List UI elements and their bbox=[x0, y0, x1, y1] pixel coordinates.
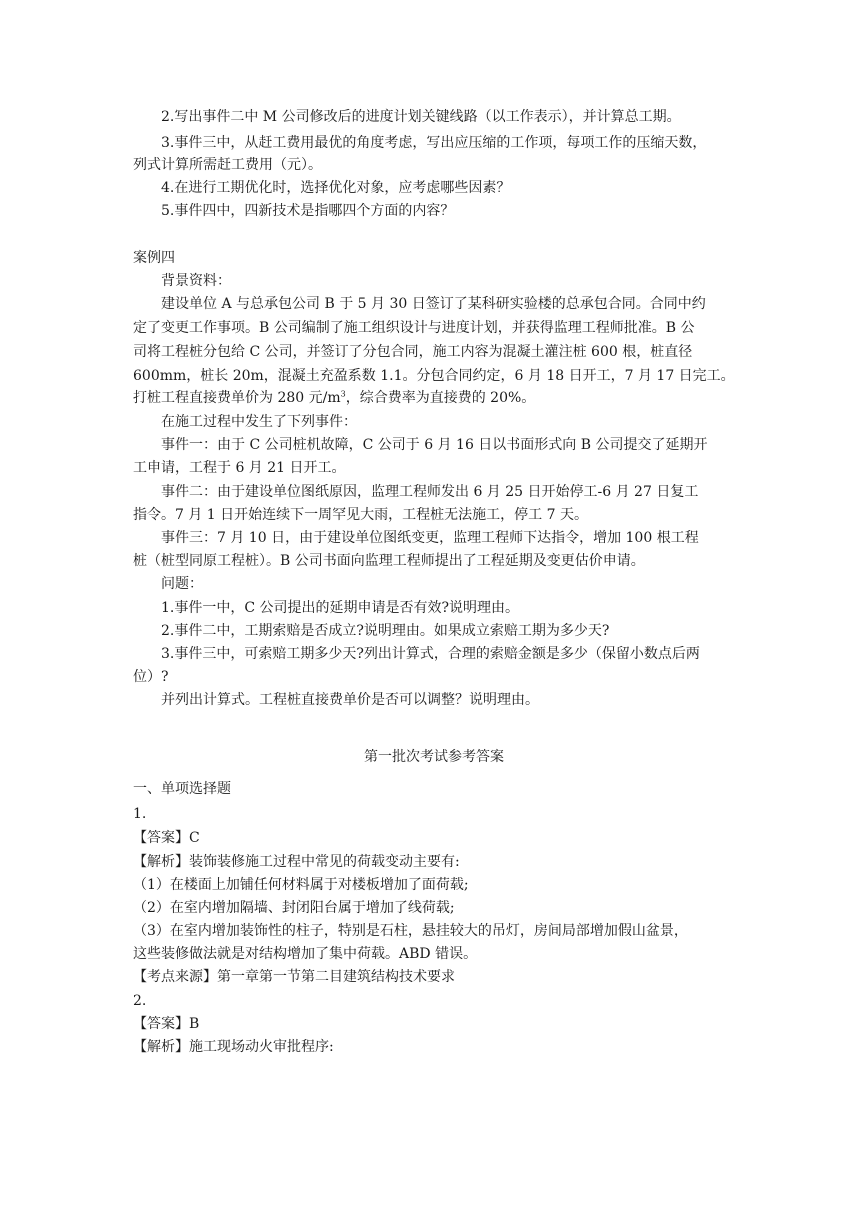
question-2-top: 2.写出事件二中 M 公司修改后的进度计划关键线路（以工作表示），并计算总工期。 bbox=[161, 109, 681, 125]
answer1-item1: （1）在楼面上加铺任何材料属于对楼板增加了面荷载; bbox=[133, 877, 469, 893]
case4-question3-line2: 位）? bbox=[133, 669, 169, 685]
question-5-top: 5.事件四中，四新技术是指哪四个方面的内容？ bbox=[161, 203, 455, 219]
event2-line2: 指令。7 月 1 日开始连续下一周罕见大雨，工程桩无法施工，停工 7 天。 bbox=[133, 507, 588, 523]
unit-price-text: 打桩工程直接费单价为 280 元/m bbox=[133, 390, 341, 406]
events-intro: 在施工过程中发生了下列事件： bbox=[161, 414, 357, 430]
answer1-source bbox=[133, 965, 455, 989]
answers-title: 第一批次考试参考答案 bbox=[364, 749, 504, 765]
section-single-choice: 一、单项选择题 bbox=[133, 781, 231, 797]
unit-superscript: 3 bbox=[340, 389, 346, 399]
question-3-top-line1: 3.事件三中，从赶工费用最优的角度考虑，写出应压缩的工作项，每项工作的压缩天数， bbox=[161, 135, 707, 151]
rate-text: ，综合费率为直接费的 20%。 bbox=[345, 390, 536, 406]
case4-para1-line3: 司将工程桩分包给 C 公司，并签订了分包合同，施工内容为混凝土灌注桩 600 根，桩直径 bbox=[133, 344, 693, 360]
case4-para1-line1: 建设单位 A 与总承包公司 B 于 5 月 30 日签订了某科研实验楼的总承包合同。合同中约 bbox=[161, 296, 706, 312]
question-3-top-line2: 列式计算所需赶工费用（元）。 bbox=[133, 157, 322, 173]
case4-question3-line1: 3.事件三中，可索赔工期多少天?列出计算式，合理的索赔金额是多少（保留小数点后两 bbox=[161, 646, 700, 662]
source-text: 第一章第一节第二目建筑结构技术要求 bbox=[217, 969, 455, 985]
analysis-label: 【解析】 bbox=[133, 1039, 189, 1055]
answer1-item2: （2）在室内增加隔墙、封闭阳台属于增加了线荷载; bbox=[133, 900, 455, 916]
analysis-label: 【解析】 bbox=[133, 854, 189, 870]
analysis-text: 装饰装修施工过程中常见的荷载变动主要有: bbox=[189, 854, 460, 870]
event1-line2: 工申请，工程于 6 月 21 日开工。 bbox=[133, 460, 346, 476]
answer2-analysis bbox=[133, 1035, 334, 1059]
answer2-key: 【答案】B bbox=[133, 1016, 200, 1032]
case4-question2: 2.事件二中，工期索赔是否成立?说明理由。如果成立索赔工期为多少天? bbox=[161, 623, 610, 639]
answer1-number: 1. bbox=[133, 806, 147, 822]
event2-line1: 事件二：由于建设单位图纸原因，监理工程师发出 6 月 25 日开始停工-6 月 27 日复工 bbox=[161, 484, 699, 500]
event1-line1: 事件一：由于 C 公司桩机故障，C 公司于 6 月 16 日以书面形式向 B 公司提交了延期开 bbox=[161, 437, 708, 453]
case4-question3-line3: 并列出计算式。工程桩直接费单价是否可以调整？说明理由。 bbox=[161, 692, 539, 708]
case4-heading: 案例四 bbox=[133, 250, 175, 266]
source-label: 【考点来源】 bbox=[133, 969, 217, 985]
answer1-item3-line1: （3）在室内增加装饰性的柱子，特别是石柱，悬挂较大的吊灯，房间局部增加假山盆景， bbox=[133, 923, 688, 939]
background-label: 背景资料： bbox=[161, 273, 231, 289]
question-4-top: 4.在进行工期优化时，选择优化对象，应考虑哪些因素？ bbox=[161, 180, 511, 196]
case4-para1-line4: 600mm，桩长 20m，混凝土充盈系数 1.1。分包合同约定，6 月 18 日开工，7 月 17 日完工。 bbox=[133, 368, 735, 384]
case4-para1-line2: 定了变更工作事项。B 公司编制了施工组织设计与进度计划，并获得监理工程师批准。B 公 bbox=[133, 320, 695, 336]
answer1-analysis bbox=[133, 850, 460, 874]
case4-para1-line5 bbox=[133, 386, 535, 410]
event3-line2: 桩（桩型同原工程桩）。B 公司书面向监理工程师提出了工程延期及变更估价申请。 bbox=[133, 553, 645, 569]
analysis-text: 施工现场动火审批程序: bbox=[189, 1039, 334, 1055]
questions-label: 问题： bbox=[161, 576, 203, 592]
answer1-item3-line2: 这些装修做法就是对结构增加了集中荷载。ABD 错误。 bbox=[133, 946, 478, 962]
case4-question1: 1.事件一中，C 公司提出的延期申请是否有效?说明理由。 bbox=[161, 600, 520, 616]
answer2-number: 2. bbox=[133, 993, 147, 1009]
event3-line1: 事件三：7 月 10 日，由于建设单位图纸变更，监理工程师下达指令，增加 100 根工程 bbox=[161, 530, 699, 546]
answer1-key: 【答案】C bbox=[133, 830, 200, 846]
